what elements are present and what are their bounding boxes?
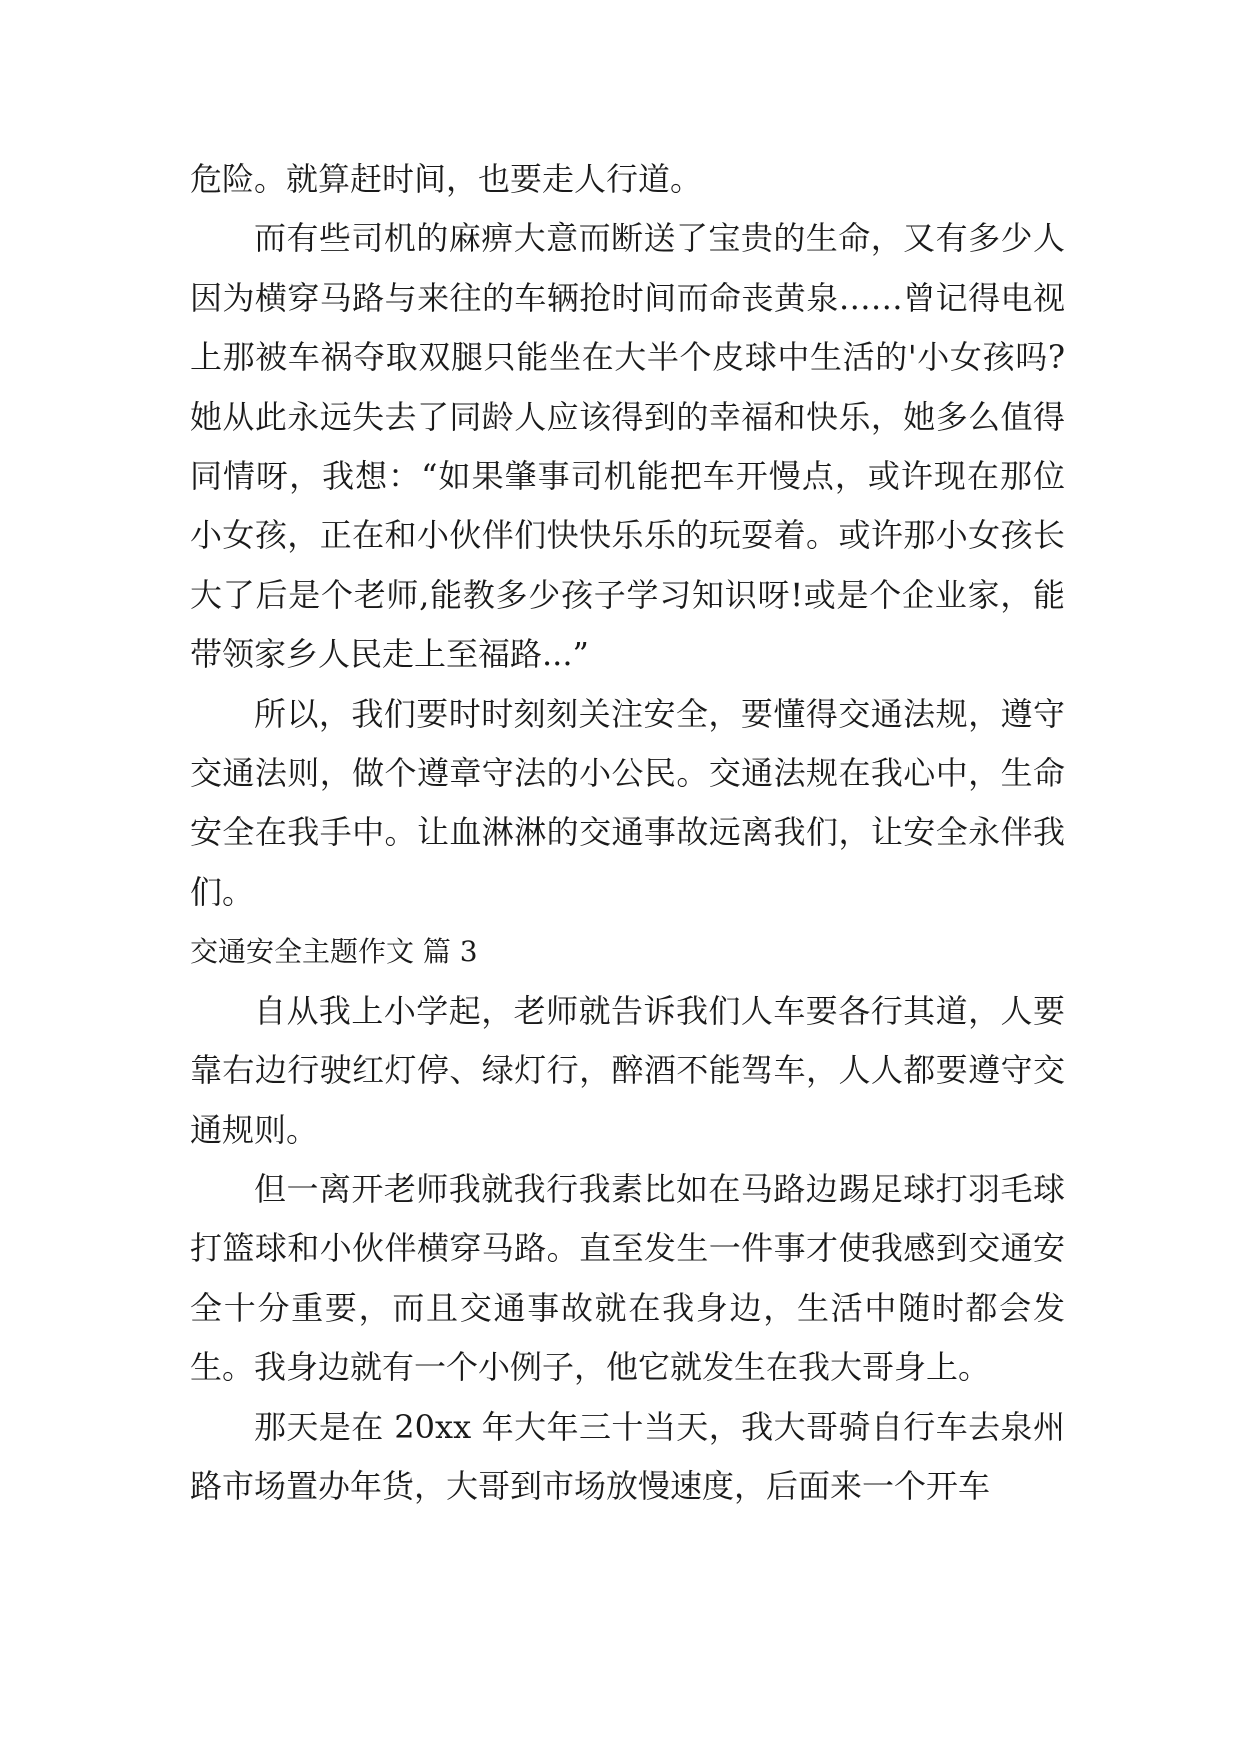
paragraph: 但一离开老师我就我行我素比如在马路边踢足球打羽毛球打篮球和小伙伴横穿马路。直至发生一件事才使我感到交通安全十分重要，而且交通事故就在我身边，生活中随时都会发生。我身边就有一个小例子，他它就发生在我大哥身上。 [190, 1169, 1065, 1387]
paragraph: 那天是在 20xx 年大年三十当天，我大哥骑自行车去泉州路市场置办年货，大哥到市场放慢速度，后面来一个开车 [190, 1407, 1065, 1505]
paragraph: 而有些司机的麻痹大意而断送了宝贵的生命，又有多少人因为横穿马路与来往的车辆抢时间而命丧黄泉……曾记得电视上那被车祸夺取双腿只能坐在大半个皮球中生活的'小女孩吗?她从此永远失去了同龄人应该得到的幸福和快乐，她多么值得同情呀，我想：“如果肇事司机能把车开慢点，或许现在那位小女孩，正在和小伙伴们快快乐乐的玩耍着。或许那小女孩长大了后是个老师,能教多少孩子学习知识呀!或是个企业家，能带领家乡人民走上至福路...” [190, 219, 1065, 674]
document-body [190, 150, 1065, 1516]
paragraph-continuation: 危险。就算赶时间，也要走人行道。 [190, 160, 703, 198]
section-heading: 交通安全主题作文 篇 3 [190, 935, 478, 969]
paragraph: 自从我上小学起，老师就告诉我们人车要各行其道，人要靠右边行驶红灯停、绿灯行，醉酒不能驾车，人人都要遵守交通规则。 [190, 991, 1065, 1149]
paragraph: 所以，我们要时时刻刻关注安全，要懂得交通法规，遵守交通法则，做个遵章守法的小公民。交通法规在我心中，生命安全在我手中。让血淋淋的交通事故远离我们，让安全永伴我们。 [190, 694, 1065, 911]
